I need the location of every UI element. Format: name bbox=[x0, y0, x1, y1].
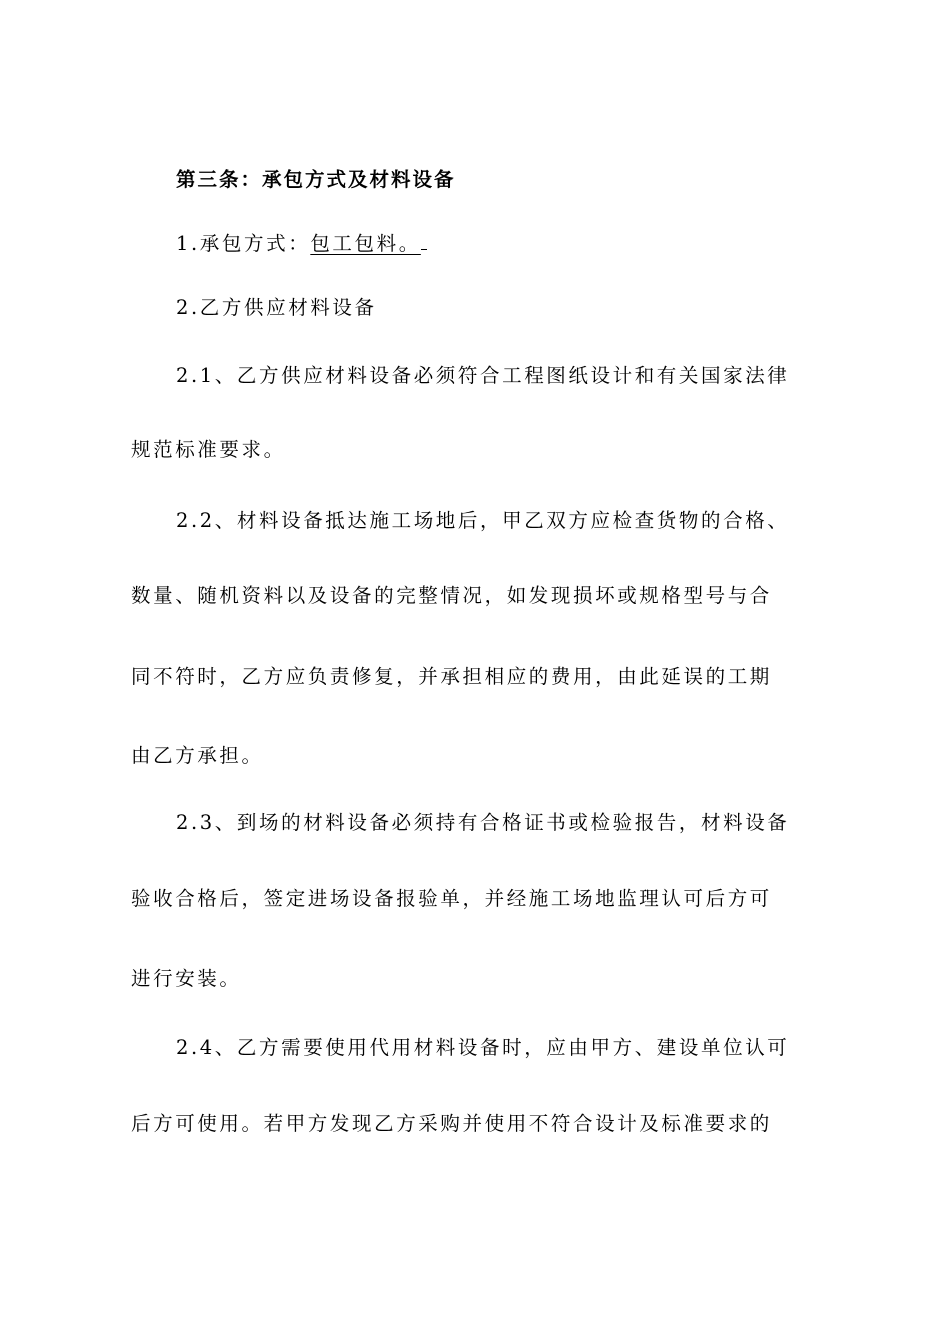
paragraph-2-1-line: 规范标准要求。 bbox=[131, 438, 286, 461]
item-2: 2.乙方供应材料设备 bbox=[176, 296, 377, 319]
paragraph-2-3-line: 进行安装。 bbox=[131, 967, 242, 990]
paragraph-2-4-line: 后方可使用。若甲方发现乙方采购并使用不符合设计及标准要求的 bbox=[131, 1112, 772, 1135]
section-heading: 第三条：承包方式及材料设备 bbox=[176, 168, 456, 191]
paragraph-2-2-line: 2.2、材料设备抵达施工场地后，甲乙双方应检查货物的合格、 bbox=[176, 509, 790, 532]
item-1-value: 包工包料。 bbox=[310, 232, 421, 255]
paragraph-2-2-line: 由乙方承担。 bbox=[131, 744, 264, 767]
underline-extension bbox=[421, 231, 427, 250]
paragraph-2-4-line: 2.4、乙方需要使用代用材料设备时，应由甲方、建设单位认可 bbox=[176, 1036, 790, 1059]
item-1 bbox=[176, 231, 838, 257]
paragraph-2-3-line: 2.3、到场的材料设备必须持有合格证书或检验报告，材料设备 bbox=[176, 811, 790, 834]
paragraph-2-1-line: 2.1、乙方供应材料设备必须符合工程图纸设计和有关国家法律 bbox=[176, 364, 790, 387]
item-1-label: 1.承包方式： bbox=[176, 232, 311, 255]
paragraph-2-2-line: 数量、随机资料以及设备的完整情况，如发现损坏或规格型号与合 bbox=[131, 584, 772, 607]
paragraph-2-2-line: 同不符时，乙方应负责修复，并承担相应的费用，由此延误的工期 bbox=[131, 665, 772, 688]
paragraph-2-3-line: 验收合格后，签定进场设备报验单，并经施工场地监理认可后方可 bbox=[131, 887, 772, 910]
